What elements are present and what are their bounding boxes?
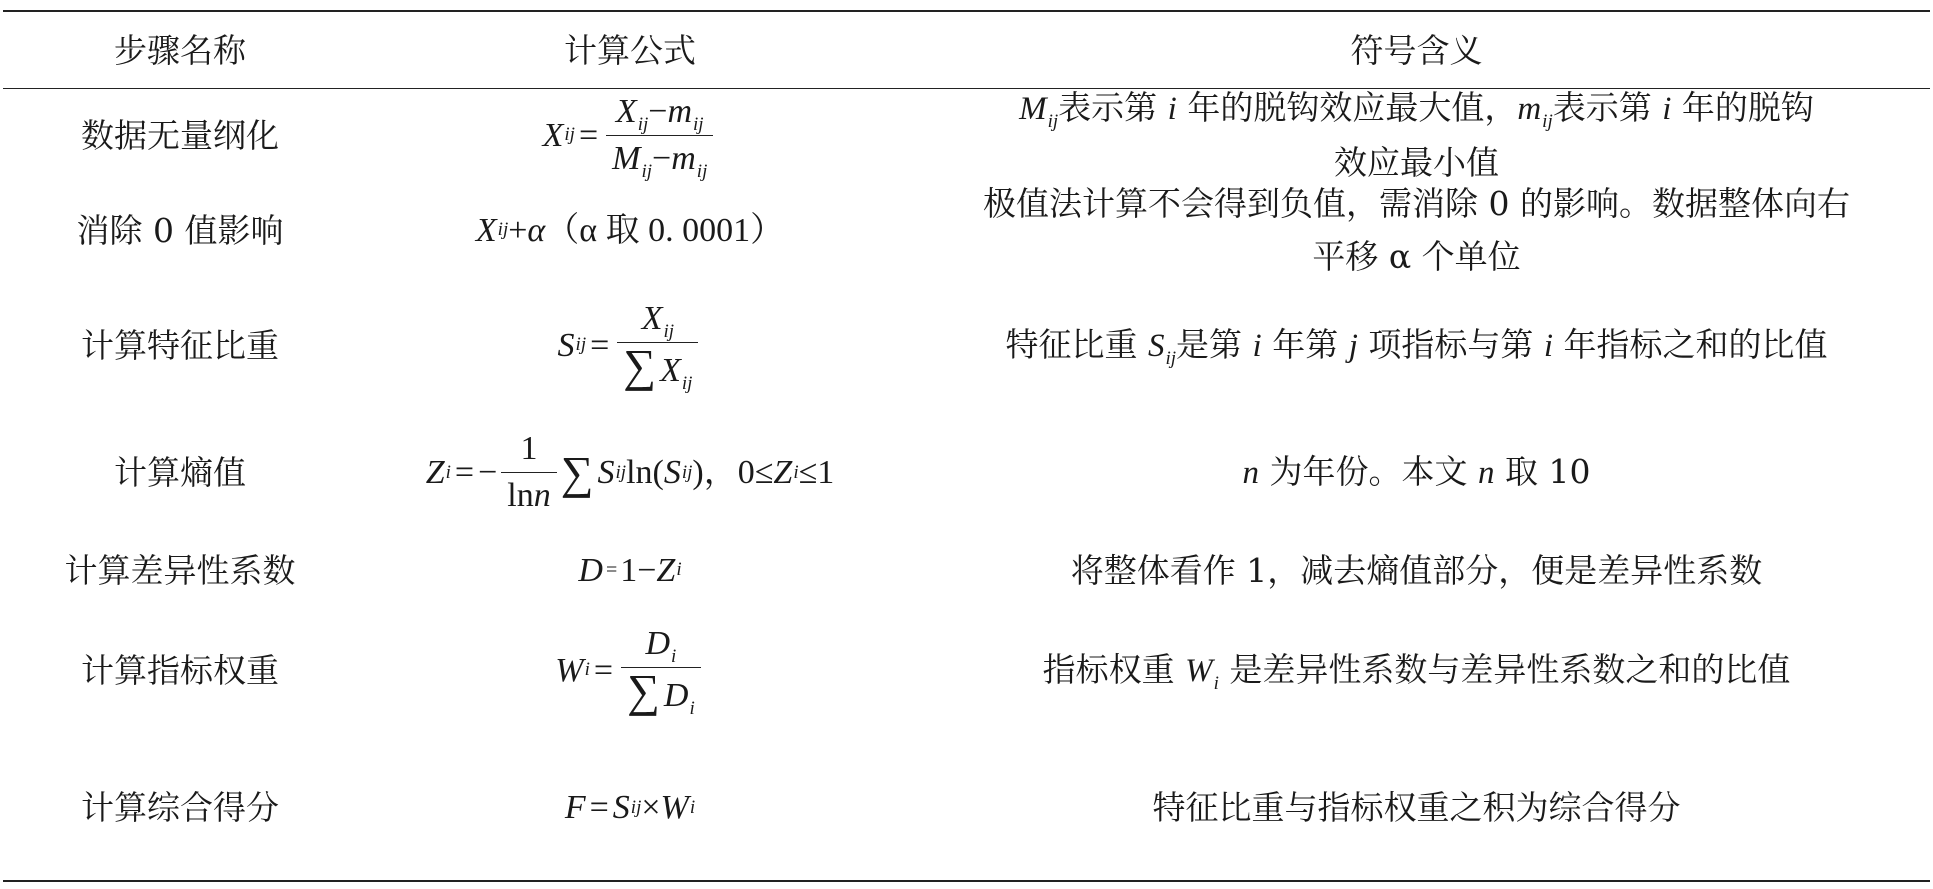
meaning-cell-normalize [900, 90, 1933, 180]
meaning-cell-difference-coefficient: 将整体看作 1，减去熵值部分，便是差异性系数 [1070, 550, 1763, 590]
formula-entropy: Z i = − $\frac{1}{\ln n}$ ∑ S ij ln( S ij )， 0≤ Z i ≤1 [425, 430, 835, 514]
formula-cell-entropy [360, 410, 900, 535]
formula-cell-indicator-weight [360, 605, 900, 735]
formula-indicator-weight: W i = $\frac{D_i}{\sum D_i}$ [555, 624, 704, 716]
header-step-name: 步骤名称 [114, 30, 246, 70]
formula-cell-eliminate-zero [360, 180, 900, 280]
meaning-cell-feature-weight: 特征比重 $S_{ij}$是第 i 年第 j 项指标与第 i 年指标之和的比值 [1005, 324, 1828, 369]
formula-difference-coefficient: D = 1− Z i [578, 551, 682, 589]
formula-cell-composite-score [360, 735, 900, 880]
formula-cell-difference-coefficient [360, 535, 900, 605]
formula-composite-score: F = S ij × W i [564, 789, 696, 826]
meaning-cell-entropy: n 为年份。本文 n 取 10 [1242, 452, 1591, 491]
table-bottom-rule [3, 880, 1930, 882]
meaning-normalize-line1: $M_{ij}$表示第 i 年的脱钩效应最大值，$m_{ij}$表示第 i 年的脱钩 [1019, 88, 1814, 132]
step-cell-entropy: 计算熵值 [114, 453, 246, 492]
header-symbol-meaning: 符号含义 [1350, 30, 1483, 70]
step-cell-difference-coefficient: 计算差异性系数 [64, 550, 296, 590]
meaning-cell-eliminate-zero [900, 180, 1933, 280]
formula-feature-weight: S ij = $\frac{X_{ij}}{\sum X_{ij}}$ [558, 299, 703, 391]
meaning-eliminate-zero-line1: 极值法计算不会得到负值，需消除 0 的影响。数据整体向右 [983, 184, 1850, 223]
meaning-eliminate-zero-line2: 平移 α 个单位 [1312, 237, 1521, 276]
meaning-cell-composite-score: 特征比重与指标权重之积为综合得分 [1152, 788, 1681, 827]
step-cell-eliminate-zero: 消除 0 值影响 [76, 210, 284, 250]
meaning-cell-indicator-weight: 指标权重 $W_i$ 是差异性系数与差异性系数之和的比值 [1042, 649, 1791, 694]
formula-eliminate-zero: X ij + α （α 取 0. 0001） [475, 211, 785, 249]
step-cell-normalize: 数据无量纲化 [81, 115, 279, 155]
formula-cell-feature-weight [360, 280, 900, 410]
meaning-normalize-line2: 效应最小值 [1334, 143, 1499, 182]
formula-cell-normalize [360, 90, 900, 180]
step-cell-composite-score: 计算综合得分 [81, 788, 279, 827]
step-cell-feature-weight: 计算特征比重 [81, 325, 279, 365]
step-cell-indicator-weight: 计算指标权重 [81, 650, 279, 690]
formula-normalize: X ij = $\frac{X_{ij}-m_{ij}}{M_{ij}-m_{ij}}$ [543, 92, 718, 179]
header-formula: 计算公式 [564, 30, 696, 70]
